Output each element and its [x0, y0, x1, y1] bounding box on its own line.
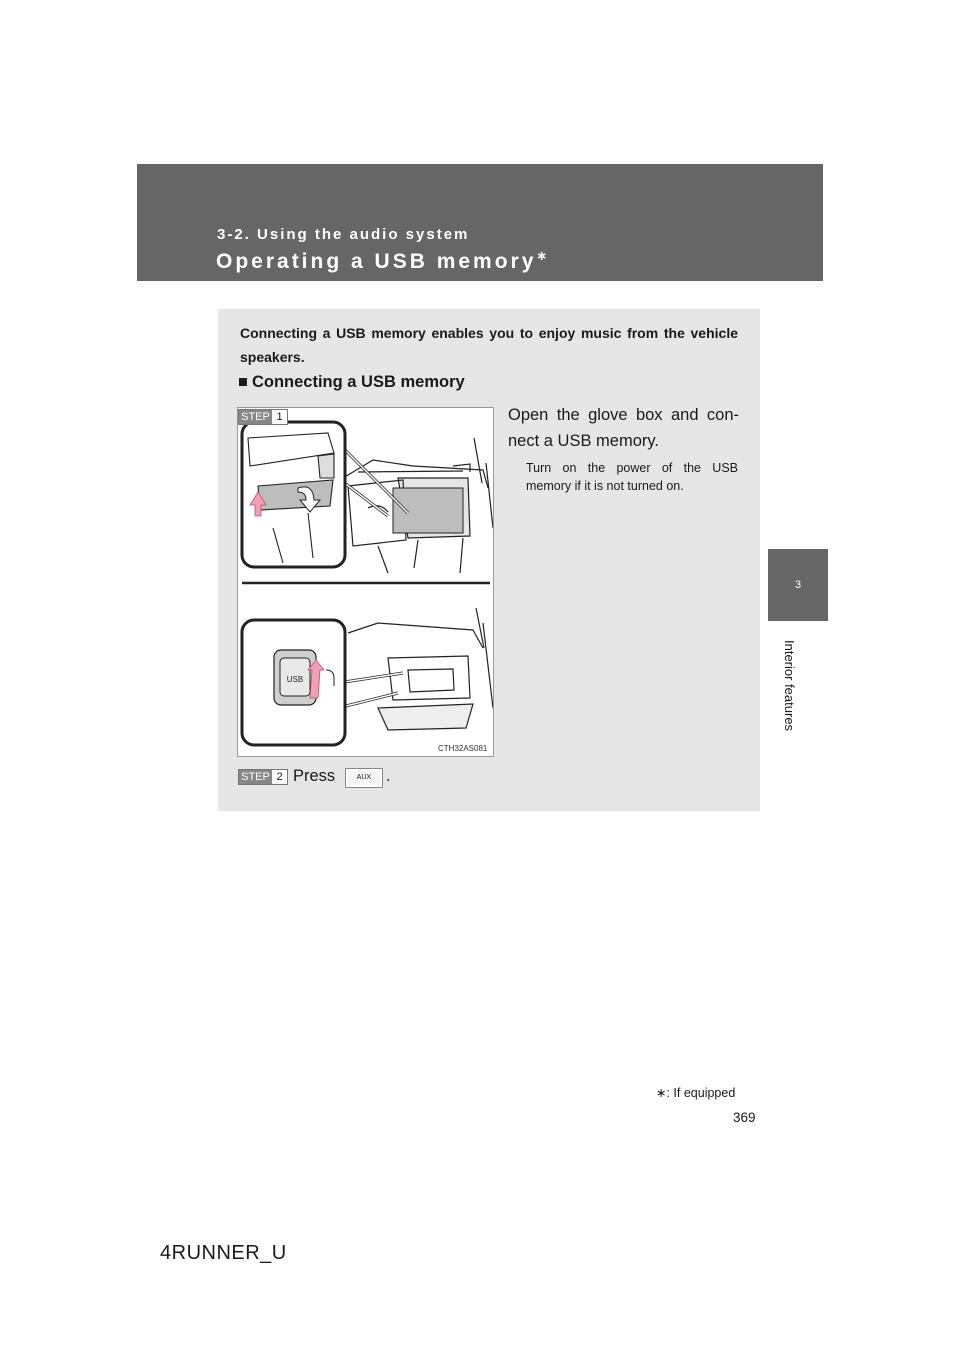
subheading	[238, 373, 465, 392]
step-2-number: 2	[276, 771, 283, 783]
step-1-note: Turn on the power of the USB memory if it is not turned on.	[526, 461, 738, 493]
step-1-instruction: Open the glove box and con- nect a USB memory.	[508, 406, 739, 450]
aux-button-icon: AUX	[345, 768, 383, 788]
step-1-badge	[238, 409, 288, 425]
step-1-word: STEP	[239, 410, 272, 424]
glove-box-illustration	[237, 407, 494, 757]
page-title	[216, 248, 547, 274]
chapter-tab	[768, 549, 828, 621]
chapter-number: 3	[794, 579, 802, 591]
usb-port-label: USB	[286, 675, 304, 684]
intro-text: Connecting a USB memory enables you to enjoy music from the vehicle speakers.	[240, 325, 738, 365]
step-1-number: 1	[276, 411, 283, 423]
step-2-badge	[238, 769, 288, 785]
document-code: 4RUNNER_U	[160, 1242, 287, 1264]
subheading-text: Connecting a USB memory	[251, 373, 465, 391]
square-bullet-icon: ■	[238, 373, 248, 391]
step-2-press-text: Press	[293, 767, 336, 785]
page-number: 369	[733, 1110, 756, 1125]
title-footnote-mark: ∗	[536, 248, 548, 263]
step-2-word: STEP	[239, 770, 272, 784]
chapter-label: Interior features	[782, 640, 797, 732]
page-title-text: Operating a USB memory	[216, 250, 537, 273]
step-2-period: .	[386, 767, 391, 785]
footnote: ∗: If equipped	[656, 1086, 736, 1100]
image-code: CTH32AS081	[438, 744, 488, 753]
section-label: 3-2. Using the audio system	[217, 226, 470, 243]
usb-connection-diagram	[238, 408, 494, 757]
